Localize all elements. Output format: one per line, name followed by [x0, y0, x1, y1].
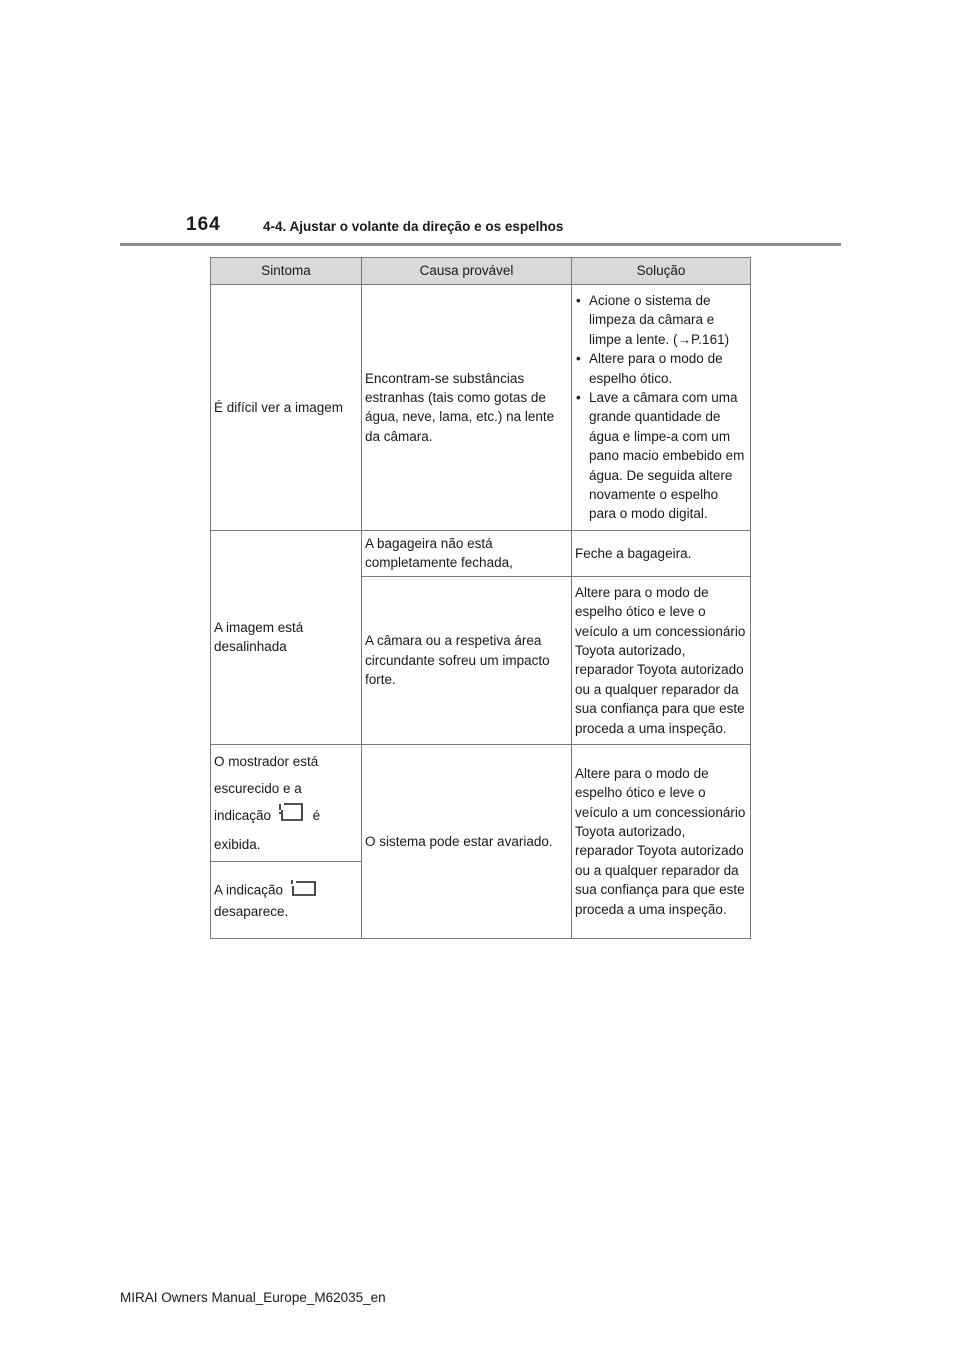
solution-cell: Feche a bagageira. [572, 530, 751, 576]
list-item: • Lave a câmara com uma grande quantidade de água e limpe-a com um pano macio embebido em água. De seguida altere novamente o espelho para o modo digital. [575, 388, 747, 524]
header-divider [120, 243, 841, 246]
camera-warning-icon [278, 802, 306, 831]
table-row [211, 530, 751, 576]
footer-text: MIRAI Owners Manual_Europe_M62035_en [120, 1290, 386, 1305]
symptom-cell: A imagem está desalinhada [211, 530, 362, 744]
cause-cell: A bagageira não está completamente fechada, [362, 530, 572, 576]
symptom-text: é exibida. [214, 808, 321, 852]
table-row [211, 285, 751, 531]
solution-list [575, 291, 747, 524]
table-row [211, 744, 751, 861]
symptom-text: A indicação [214, 881, 284, 897]
solution-cell: Altere para o modo de espelho ótico e leve o veículo a um concessionário Toyota autorizado, reparador Toyota autorizado ou a qualquer reparador da sua confiança para que este proceda a uma inspeção. [572, 744, 751, 938]
list-item: • Altere para o modo de espelho ótico. [575, 349, 747, 388]
symptom-text: desaparece. [214, 903, 289, 919]
section-title: 4-4. Ajustar o volante da direção e os espelhos [263, 219, 564, 234]
column-header-symptom: Sintoma [211, 258, 362, 285]
symptom-cell [211, 744, 362, 861]
cause-cell: A câmara ou a respetiva área circundante sofreu um impacto forte. [362, 576, 572, 744]
solution-cell [572, 285, 751, 531]
camera-frame-icon [290, 879, 318, 902]
solution-cell: Altere para o modo de espelho ótico e leve o veículo a um concessionário Toyota autorizado, reparador Toyota autorizado ou a qualquer reparador da sua confiança para que este proceda a uma inspeção. [572, 576, 751, 744]
troubleshooting-table [210, 257, 751, 939]
column-header-cause: Causa provável [362, 258, 572, 285]
symptom-cell: É difícil ver a imagem [211, 285, 362, 531]
page-number: 164 [186, 214, 221, 235]
column-header-solution: Solução [572, 258, 751, 285]
symptom-text: O mostrador está escurecido e a indicação [214, 753, 319, 823]
list-item: • Acione o sistema de limpeza da câmara e limpe a lente. (→P.161) [575, 291, 747, 349]
cause-cell: Encontram-se substâncias estranhas (tais como gotas de água, neve, lama, etc.) na lente da câmara. [362, 285, 572, 531]
cause-cell: O sistema pode estar avariado. [362, 744, 572, 938]
table-header-row [211, 258, 751, 285]
symptom-cell [211, 861, 362, 938]
